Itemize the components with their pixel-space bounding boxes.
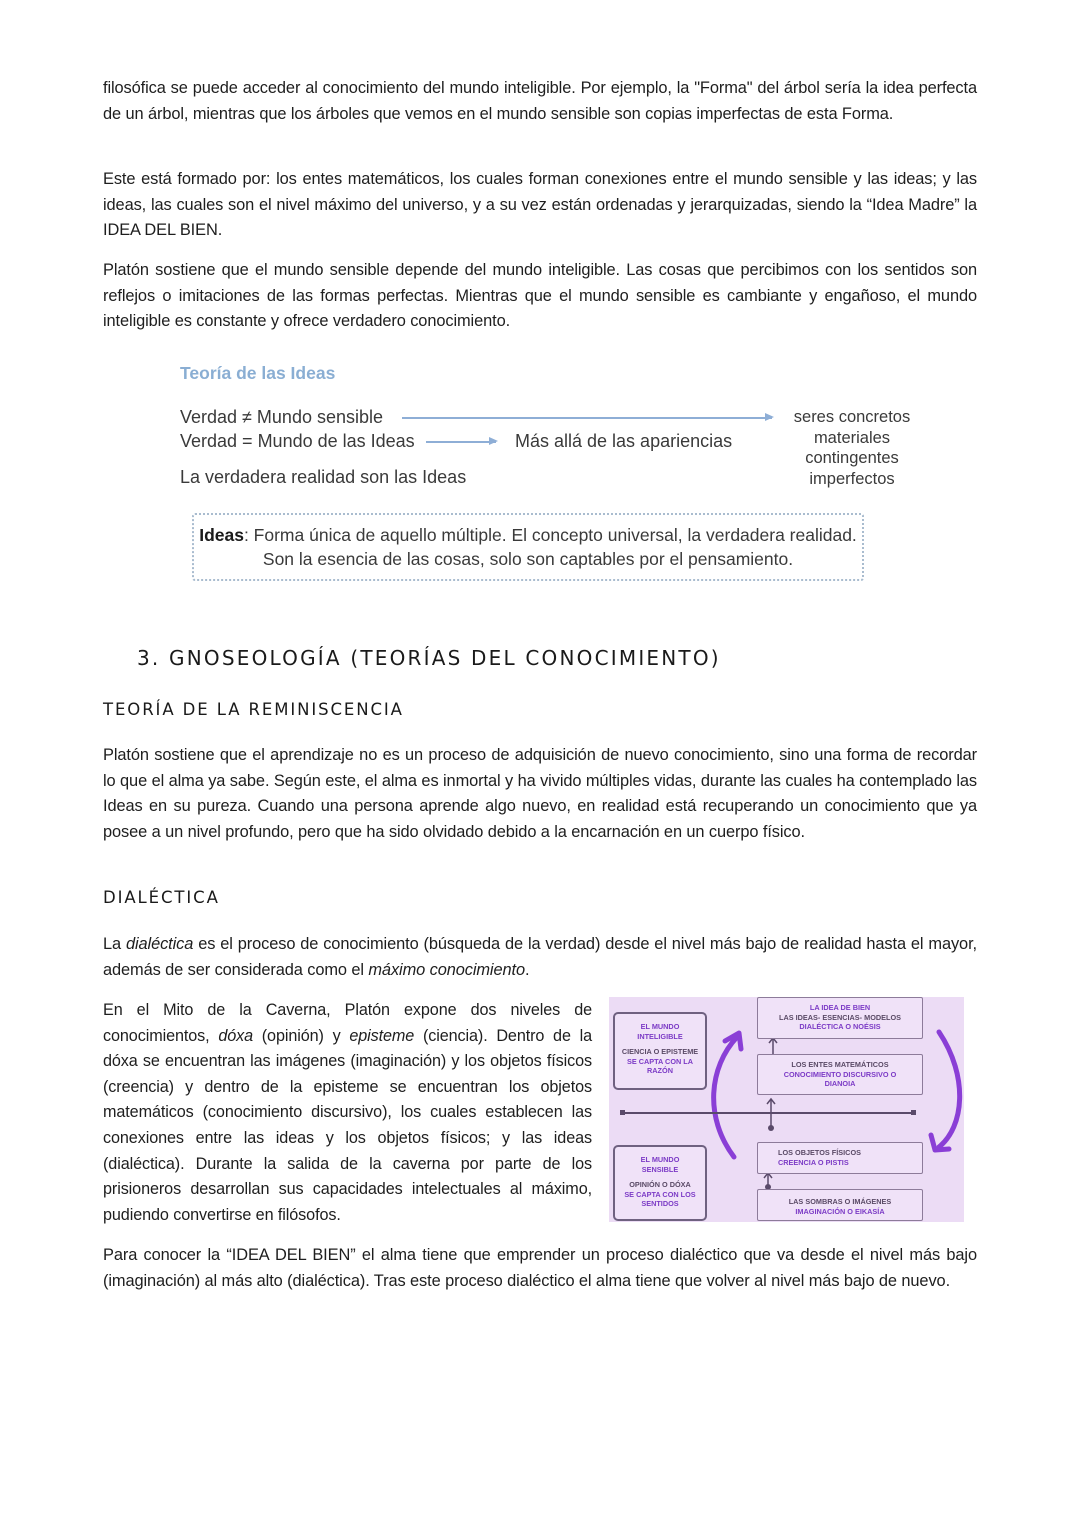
right-item: imperfectos (809, 469, 895, 488)
level-sombras-imagenes: LAS SOMBRAS O IMÁGENES IMAGINACIÓN O EIKASÍA (757, 1189, 923, 1221)
box-mundo-sensible: EL MUNDO SENSIBLE OPINIÓN O DÓXA SE CAPTA CON LOS SENTIDOS (613, 1145, 707, 1221)
line-endpoint (620, 1110, 625, 1115)
cave-diagram (609, 997, 964, 1222)
paragraph-dialectica: La dialéctica es el proceso de conocimiento (búsqueda de la verdad) desde el nivel más bajo de realidad hasta el mayor, además de ser considerada como el máximo conocimiento. (103, 935, 977, 979)
line-endpoint (911, 1110, 916, 1115)
arrow-right-icon (426, 441, 496, 443)
level-entes-matematicos: LOS ENTES MATEMÁTICOS CONOCIMIENTO DISCURSIVO O DIANOIA (757, 1054, 923, 1095)
paragraph-forma: filosófica se puede acceder al conocimiento del mundo inteligible. Por ejemplo, la "Forma" del árbol sería la idea perfecta de un árbol, mientras que los árboles que vemos en el mundo sensible son copias imperfectas de esta Forma. (103, 79, 977, 123)
level-objetos-fisicos: LOS OBJETOS FÍSICOS CREENCIA O PISTIS (757, 1142, 923, 1174)
figure-line-3: La verdadera realidad son las Ideas (180, 467, 467, 487)
right-item: seres concretos (793, 408, 911, 426)
paragraph-caverna: En el Mito de la Caverna, Platón expone dos niveles de conocimientos, dóxa (opinión) y episteme (ciencia). Dentro de la dóxa se encuentran las imágenes (imaginación) y los objetos físicos (creencia) y dentro de la episteme se encuentran los objetos matemáticos (conocimiento discursivo), los cuales establecen las conexiones entre las ideas y los objetos físicos; y las ideas (dialéctica). Durante la salida de la caverna por parte de los prisioneros desarrollan sus capacidades intelectuales al máximo, pudiendo convertirse en filósofos. (103, 1001, 593, 1224)
divider-line (622, 1112, 914, 1114)
paragraph-dependencia: Platón sostiene que el mundo sensible depende del mundo inteligible. Las cosas que percibimos con los sentidos son reflejos o imitaciones de las formas perfectas. Mientras que el mundo sensible es cambiante y engañoso, el mundo inteligible es constante y ofrece verdadero conocimiento. (103, 261, 977, 331)
subheading-reminiscencia: TEORÍA DE LA REMINISCENCIA (103, 700, 404, 719)
figure-right-list (782, 407, 922, 489)
paragraph-composicion: Este está formado por: los entes matemáticos, los cuales forman conexiones entre el mundo sensible y las ideas; y las ideas, las cuales son el nivel máximo del universo, y a su vez están ordenadas y jerarquizadas, siendo la “Idea Madre” la IDEA DEL BIEN. (103, 170, 977, 240)
level-idea-bien: LA IDEA DE BIEN LAS IDEAS- ESENCIAS- MODELOS DIALÉCTICA O NOÉSIS (757, 997, 923, 1039)
ideas-definition-box (192, 513, 864, 581)
right-item: contingentes (805, 449, 899, 467)
right-item: materiales (813, 428, 891, 447)
definition-term: Ideas (199, 525, 244, 545)
figure-line-1: Verdad ≠ Mundo sensible (180, 407, 384, 427)
definition-text: : Forma única de aquello múltiple. El concepto universal, la verdadera realidad. Son la esencia de las cosas, solo son captables por el pensamiento. (243, 525, 857, 569)
figure-title: Teoría de las Ideas (180, 363, 336, 383)
figure-line-2: Verdad = Mundo de las Ideas (180, 431, 415, 451)
teoria-ideas-figure (170, 355, 930, 595)
section-heading: 3. GNOSEOLOGÍA (TEORÍAS DEL CONOCIMIENTO) (137, 646, 721, 670)
arrow-right-icon (402, 417, 772, 419)
figure-line-2-target: Más allá de las apariencias (515, 431, 733, 451)
subheading-dialectica: DIALÉCTICA (103, 888, 220, 907)
paragraph-idea-bien: Para conocer la “IDEA DEL BIEN” el alma tiene que emprender un proceso dialéctico que va desde el nivel más bajo (imaginación) al más alto (dialéctica). Tras este proceso dialéctico el alma tiene que volver al nivel más bajo de nuevo. (103, 1246, 977, 1290)
box-mundo-inteligible: EL MUNDO INTELIGIBLE CIENCIA O EPISTEME SE CAPTA CON LA RAZÓN (613, 1012, 707, 1090)
paragraph-reminiscencia: Platón sostiene que el aprendizaje no es un proceso de adquisición de nuevo conocimiento, sino una forma de recordar lo que el alma ya sabe. Según este, el alma es inmortal y ha vivido múltiples vidas, durante las cuales ha contemplado las Ideas en su pureza. Cuando una persona aprende algo nuevo, en realidad está recuperando un conocimiento que ya posee a un nivel profundo, pero que ha sido olvidado debido a la encarnación en un cuerpo físico. (103, 746, 977, 841)
